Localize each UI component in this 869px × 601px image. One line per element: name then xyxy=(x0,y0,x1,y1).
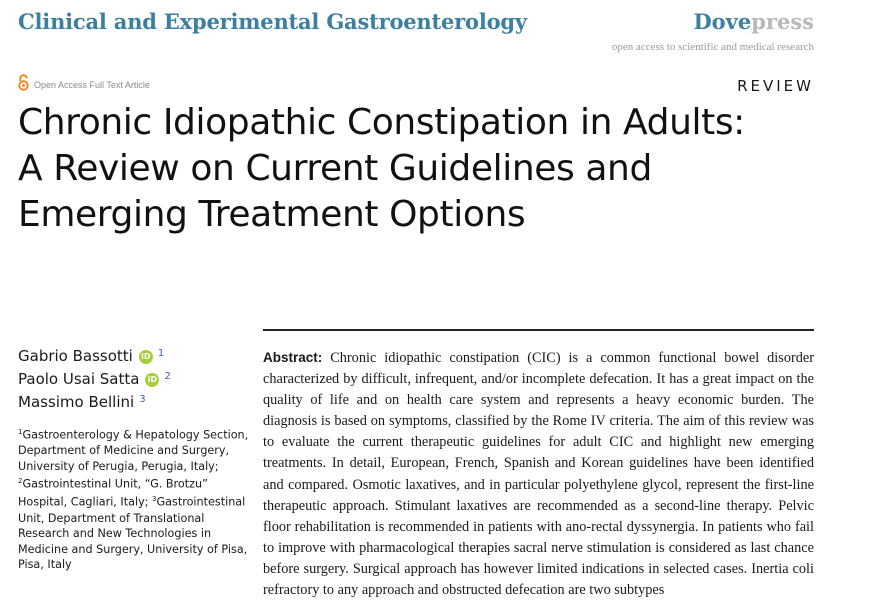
open-access-label: Open Access Full Text Article xyxy=(34,79,150,90)
affiliations xyxy=(18,425,253,573)
affiliation-number: 1 xyxy=(18,428,23,436)
article-title: Chronic Idiopathic Constipation in Adults: A Review on Current Guidelines and Emerging Treatment Options xyxy=(18,102,745,235)
article-type: REVIEW xyxy=(737,77,814,95)
author-item xyxy=(18,391,248,414)
author-affiliation-ref[interactable]: 3 xyxy=(139,394,146,405)
affiliation-number: 2 xyxy=(18,477,23,486)
author-name[interactable]: Paolo Usai Satta xyxy=(18,370,140,388)
publisher-name-press: press xyxy=(751,9,814,34)
orcid-icon[interactable]: iD xyxy=(145,373,159,387)
abstract-divider xyxy=(263,329,814,331)
affiliation-text: Gastrointestinal Unit, “G. Brotzu” Hospital, Cagliari, Italy; xyxy=(18,477,208,510)
author-name[interactable]: Massimo Bellini xyxy=(18,393,135,411)
open-access-icon xyxy=(18,74,29,95)
orcid-icon[interactable]: iD xyxy=(139,350,153,364)
author-list xyxy=(18,345,248,414)
publisher-name-dove: Dove xyxy=(693,9,752,34)
journal-name: Clinical and Experimental Gastroenterology xyxy=(18,9,527,34)
author-item xyxy=(18,368,248,391)
publisher-logo[interactable] xyxy=(693,9,814,34)
author-item xyxy=(18,345,248,368)
author-affiliation-ref[interactable]: 1 xyxy=(157,348,165,359)
abstract-text: Chronic idiopathic constipation (CIC) is a common functional bowel disorder characterized by difficult, infrequent, and/or incomplete defecation. It has a great impact on the quality of life and on health care system and represents a heavy economic burden. The diagnosis is based on symptoms, classified by the Rome IV criteria. The aim of this review was to evaluate the current therapeutic guidelines for adult CIC and highlight new emerging treatments. In detail, European, French, Spanish and Korean guidelines have been identified and compared. Osmotic laxatives, and in particular polyethylene glycol, represent the first-line therapeutic approach. Stimulant laxatives are recommended as a second-line therapy. Pelvic floor rehabilitation is recommended in patients with ano-rectal dyssynergia. In patients who fail to improve with pharmacological therapies sacral nerve stimulation is considered as last chance before surgery. Surgical approach has however limited indications in selected cases. Inertia coli refractory to any approach and obstructed defecation are two subtypes xyxy=(263,350,815,599)
affiliation-text: Gastroenterology & Hepatology Section, Department of Medicine and Surgery, University of Perugia, Perugia, Italy; xyxy=(18,428,249,473)
open-access-badge xyxy=(18,74,150,95)
abstract xyxy=(263,347,814,601)
author-affiliation-ref[interactable]: 2 xyxy=(164,371,171,382)
affiliation-number: 3 xyxy=(152,495,157,504)
abstract-label: Abstract: xyxy=(263,350,323,365)
affiliation-text: Gastrointestinal Unit, Department of Translational Research and New Technologies in Medicine and Surgery, University of Pisa, Pisa, Italy xyxy=(18,496,248,572)
author-name[interactable]: Gabrio Bassotti xyxy=(18,347,133,365)
publisher-tagline: open access to scientific and medical research xyxy=(611,41,814,53)
